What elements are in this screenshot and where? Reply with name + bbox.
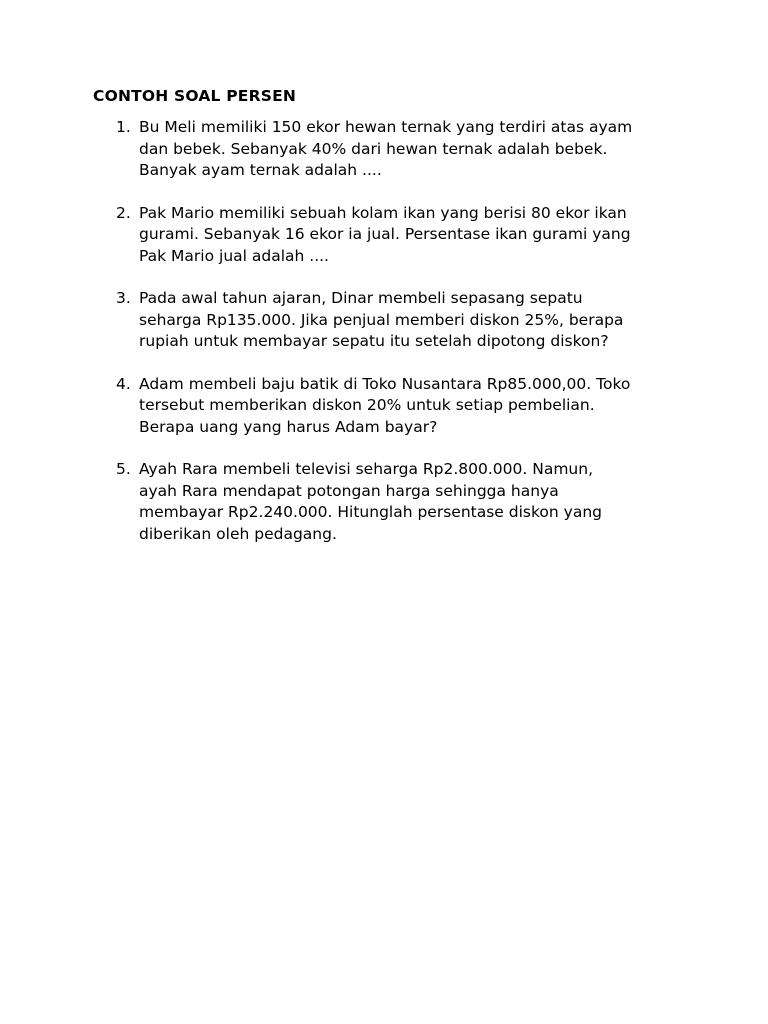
question-number: 2. (116, 203, 131, 222)
question-line: dan bebek. Sebanyak 40% dari hewan ternak adalah bebek. (139, 139, 608, 158)
question-line: gurami. Sebanyak 16 ekor ia jual. Persentase ikan gurami yang (139, 225, 631, 243)
question-line: ayah Rara mendapat potongan harga sehingga hanya (139, 481, 559, 500)
question-number: 3. (116, 289, 131, 307)
question-item-5 (0, 459, 768, 545)
question-item-2 (0, 203, 768, 268)
question-line: seharga Rp135.000. Jika penjual memberi diskon 25%, berapa (139, 310, 624, 329)
question-item-4 (0, 374, 768, 439)
question-number: 5. (116, 460, 131, 478)
question-line: rupiah untuk membayar sepatu itu setelah dipotong diskon? (139, 332, 609, 350)
document-title: CONTOH SOAL PERSEN (93, 87, 297, 105)
question-line: membayar Rp2.240.000. Hitunglah persentase diskon yang (139, 503, 602, 521)
question-item-1 (0, 117, 768, 182)
question-line: Pak Mario memiliki sebuah kolam ikan yang berisi 80 ekor ikan (139, 203, 627, 222)
question-line: Bu Meli memiliki 150 ekor hewan ternak yang terdiri atas ayam (139, 118, 633, 136)
question-line: Banyak ayam ternak adalah .... (139, 161, 382, 179)
question-line: Adam membeli baju batik di Toko Nusantara Rp85.000,00. Toko (139, 374, 631, 393)
question-line: diberikan oleh pedagang. (139, 524, 337, 543)
question-line: Pak Mario jual adalah .... (139, 246, 329, 265)
question-list (0, 117, 768, 566)
question-line: tersebut memberikan diskon 20% untuk setiap pembelian. (139, 396, 595, 414)
question-number: 1. (116, 118, 131, 136)
question-line: Pada awal tahun ajaran, Dinar membeli sepasang sepatu (139, 289, 583, 307)
question-line: Berapa uang yang harus Adam bayar? (139, 417, 438, 436)
question-line: Ayah Rara membeli televisi seharga Rp2.800.000. Namun, (139, 460, 594, 478)
question-item-3 (0, 288, 768, 353)
question-number: 4. (116, 374, 131, 393)
